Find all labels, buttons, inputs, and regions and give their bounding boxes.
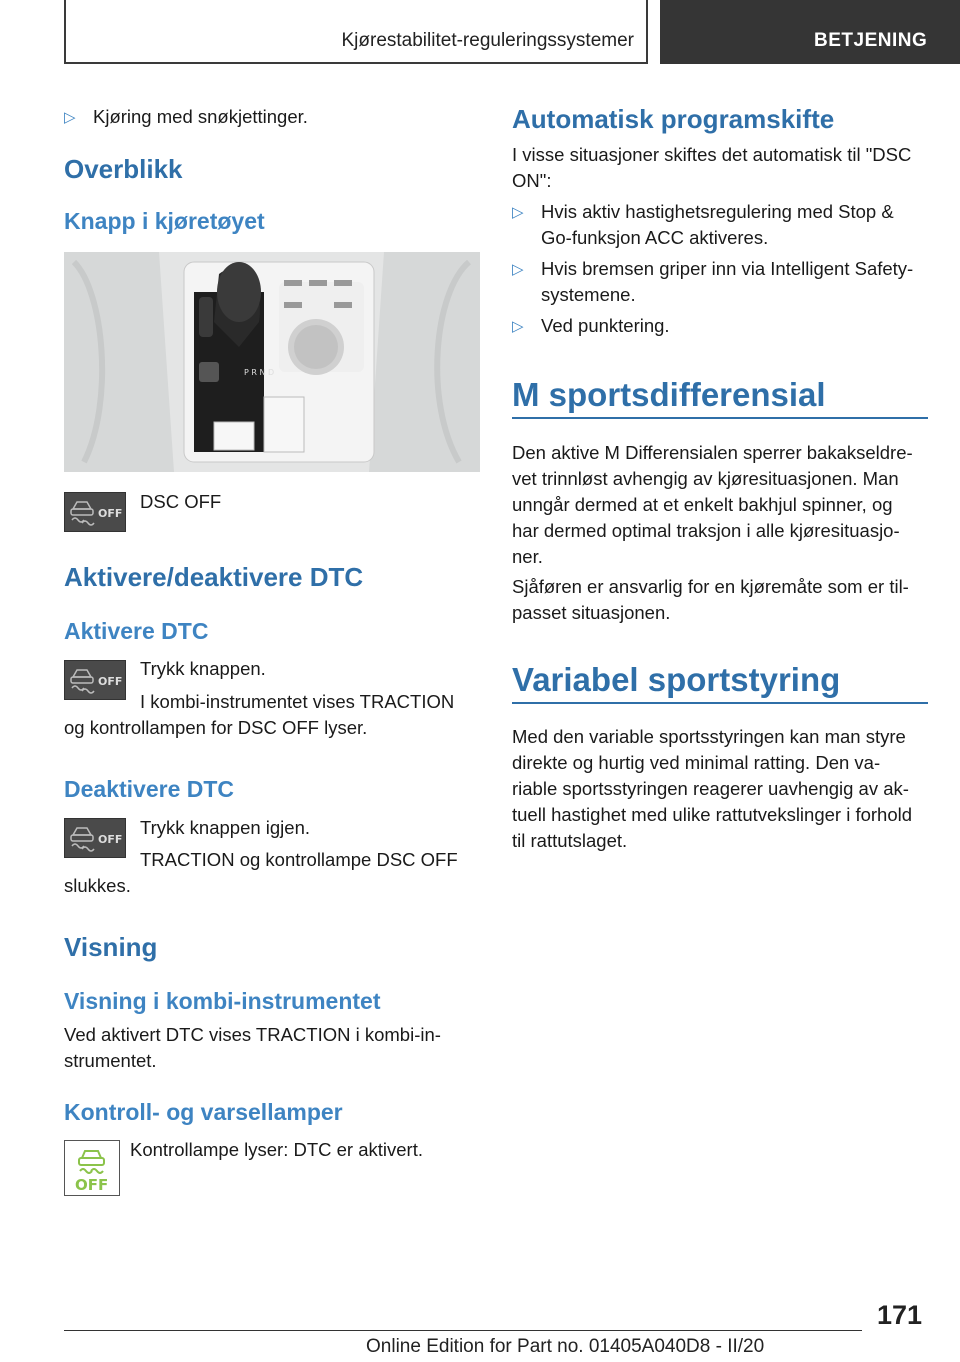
- heading-aktivere: Aktivere DTC: [64, 618, 209, 644]
- dsc-off-icon: [64, 818, 126, 858]
- svg-text:OFF: OFF: [75, 1176, 109, 1194]
- list-item: [512, 313, 928, 339]
- footer-edition: Online Edition for Part no. 01405A040D8 - II/20: [366, 1336, 765, 1357]
- dsc-off-icon: [64, 660, 126, 700]
- chapter-title: Kjørestabilitet-reguleringssystemer: [341, 30, 634, 51]
- bullet-text: Kjøring med snøkjettinger.: [93, 106, 308, 127]
- heading-kontroll: Kontroll- og varsellamper: [64, 1099, 343, 1125]
- heading-overblikk: Overblikk: [64, 154, 183, 184]
- deaktivere-step2-line1: TRACTION og kontrollampe DSC OFF: [140, 849, 458, 870]
- aktivere-step1: Trykk knappen.: [140, 658, 266, 679]
- bullet-text: systemene.: [541, 284, 636, 305]
- bullet-text: Hvis aktiv hastighetsregulering med Stop &: [541, 201, 894, 222]
- variabel-line: Med den variable sportsstyringen kan man styre: [512, 726, 906, 747]
- dsc-off-label: DSC OFF: [140, 491, 222, 512]
- visning-text-line2: strumentet.: [64, 1050, 157, 1071]
- list-item: [64, 104, 480, 130]
- m-diff-p2-line: Sjåføren er ansvarlig for en kjøremåte som er til-: [512, 576, 909, 597]
- console-illustration-icon: [64, 252, 480, 472]
- heading-underline: [512, 702, 928, 704]
- page-number: 171: [877, 1300, 923, 1330]
- aktivere-step2-line1: I kombi-instrumentet vises TRACTION: [140, 691, 455, 712]
- traction-off-lamp-icon: [64, 1140, 120, 1196]
- heading-automatisk: Automatisk programskifte: [512, 104, 835, 134]
- triangle-bullet-icon: ▷: [512, 318, 524, 335]
- triangle-bullet-icon: ▷: [64, 109, 76, 126]
- bullet-text: Hvis bremsen griper inn via Intelligent Safety-: [541, 258, 914, 279]
- deaktivere-step1: Trykk knappen igjen.: [140, 817, 311, 838]
- heading-deaktivere: Deaktivere DTC: [64, 776, 235, 802]
- dsc-off-icon: [64, 492, 126, 532]
- heading-knapp: Knapp i kjøretøyet: [64, 208, 265, 234]
- list-item: [512, 199, 928, 251]
- svg-text:OFF: OFF: [98, 675, 123, 688]
- visning-text-line1: Ved aktivert DTC vises TRACTION i kombi-in-: [64, 1024, 441, 1045]
- variabel-line: tuell hastighet med ulike rattutvekslinger i forhold: [512, 804, 913, 825]
- heading-underline: [512, 417, 928, 419]
- m-diff-p1-line: Den aktive M Differensialen sperrer bakakseldre-: [512, 442, 913, 463]
- auto-intro-line2: ON":: [512, 170, 552, 191]
- variabel-line: riable sportsstyringen reagerer uavhengig av ak-: [512, 778, 909, 799]
- aktivere-step2-line2: og kontrollampen for DSC OFF lyser.: [64, 717, 368, 738]
- console-photo: [64, 252, 480, 472]
- triangle-bullet-icon: ▷: [512, 204, 524, 221]
- m-diff-p1-line: vet trinnløst avhengig av kjøresituasjonen. Man: [512, 468, 899, 489]
- section-tab: BETJENING: [660, 0, 960, 64]
- bullet-text: Go-funksjon ACC aktiveres.: [541, 227, 769, 248]
- heading-variabel-sportstyring: Variabel sportstyring: [512, 661, 841, 698]
- triangle-bullet-icon: ▷: [512, 261, 524, 278]
- m-diff-p1-line: unngår dermed at et enkelt bakhjul spinner, og: [512, 494, 893, 515]
- bullet-text: Ved punktering.: [541, 315, 670, 336]
- heading-visning: Visning: [64, 932, 158, 962]
- m-diff-p1-line: har dermed optimal traksjon i alle kjøresituasjo-: [512, 520, 900, 541]
- kontroll-text: Kontrollampe lyser: DTC er aktivert.: [130, 1139, 424, 1160]
- heading-visning-kombi: Visning i kombi-instrumentet: [64, 988, 381, 1014]
- heading-aktivere-deaktivere: Aktivere/deaktivere DTC: [64, 562, 364, 592]
- svg-text:P R N D: P R N D: [244, 368, 275, 377]
- deaktivere-step2-line2: slukkes.: [64, 875, 131, 896]
- svg-text:OFF: OFF: [98, 833, 123, 846]
- svg-text:OFF: OFF: [98, 507, 123, 520]
- m-diff-p1-line: ner.: [512, 546, 543, 567]
- m-diff-p2-line: passet situasjonen.: [512, 602, 671, 623]
- variabel-line: direkte og hurtig ved minimal ratting. Den va-: [512, 752, 881, 773]
- variabel-line: til rattutslaget.: [512, 830, 628, 851]
- auto-intro-line1: I visse situasjoner skiftes det automatisk til "DSC: [512, 144, 912, 165]
- heading-m-sportsdifferensial: M sportsdifferensial: [512, 376, 826, 413]
- footer-rule: [64, 1330, 862, 1331]
- list-item: [512, 256, 928, 308]
